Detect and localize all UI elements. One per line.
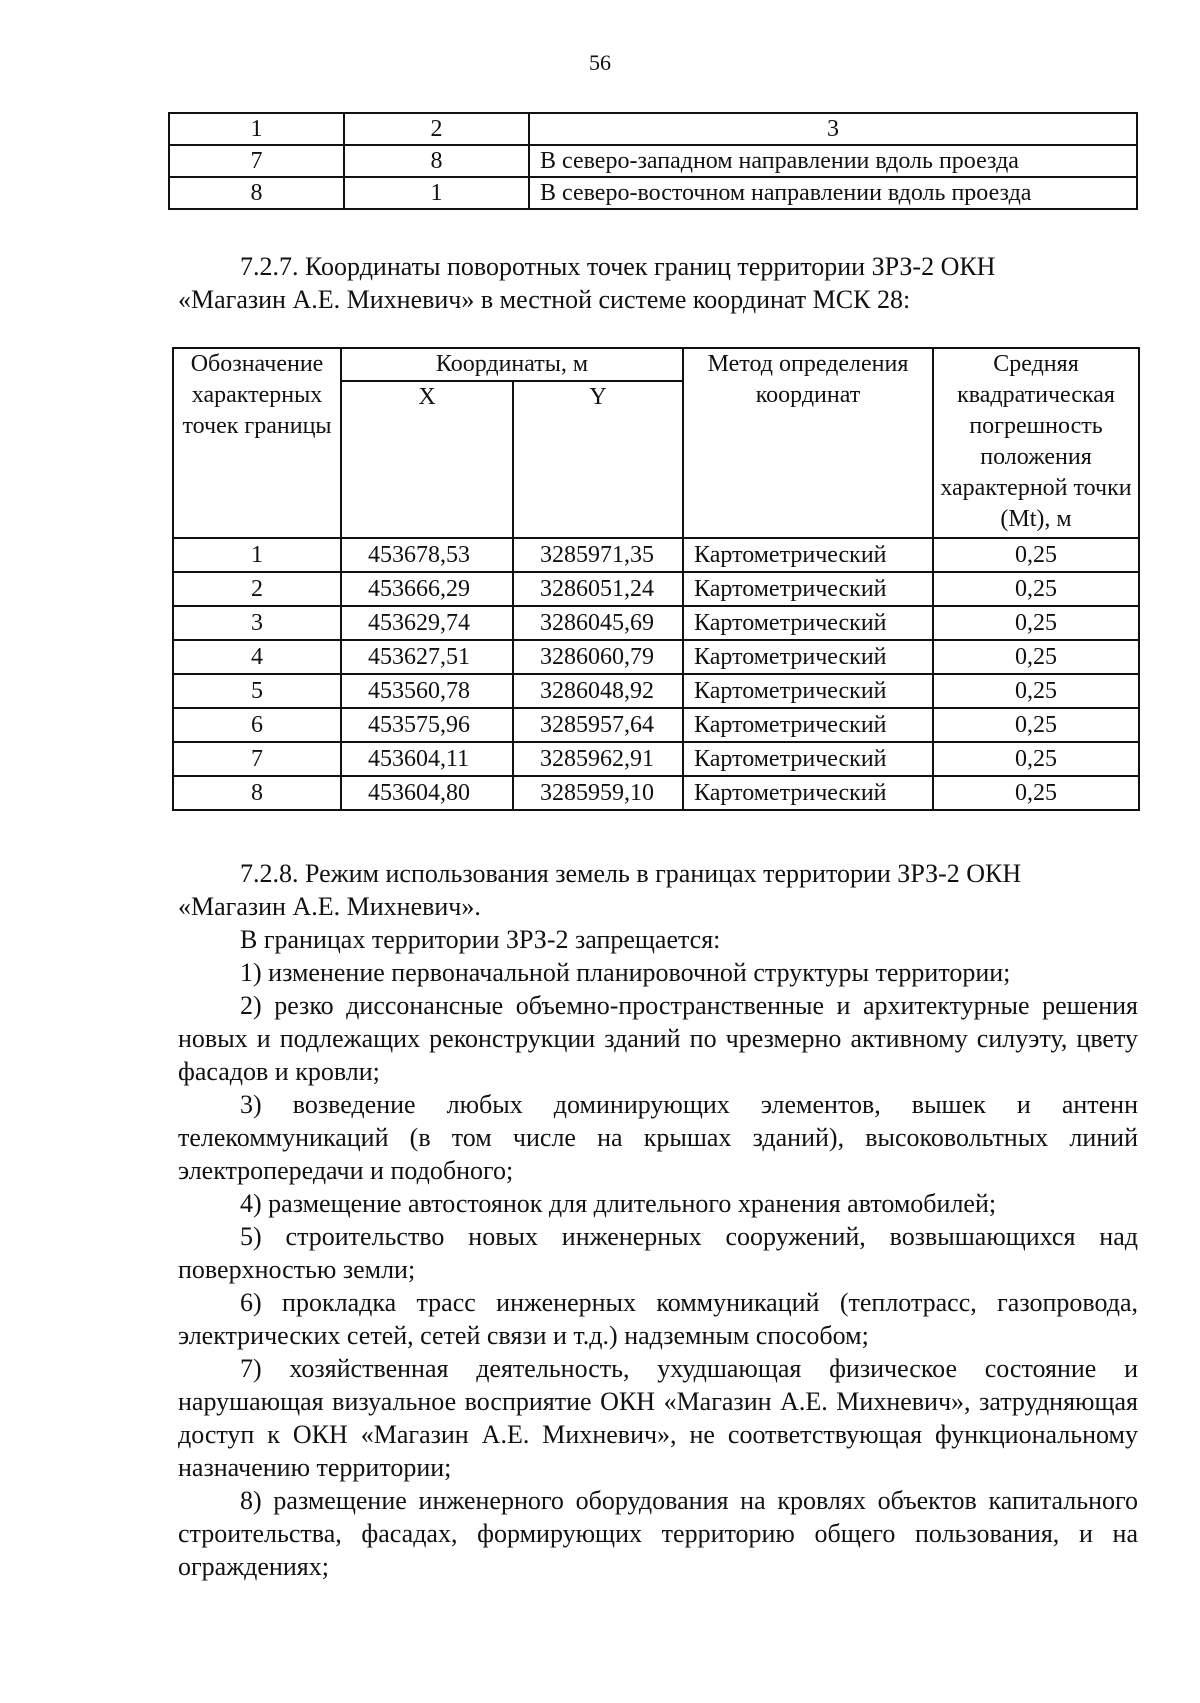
error-cell: 0,25 [933, 708, 1139, 742]
header-cell: 3 [529, 113, 1137, 145]
section-heading-line: 7.2.7. Координаты поворотных точек границ территории ЗРЗ-2 ОКН [240, 252, 996, 281]
method-cell: Картометрический [683, 776, 933, 810]
page-number: 56 [589, 50, 611, 75]
x-cell: 453575,96 [341, 708, 513, 742]
y-cell: 3285971,35 [513, 538, 683, 572]
method-cell: Картометрический [683, 606, 933, 640]
table-row [169, 145, 1137, 177]
method-cell: Картометрический [683, 674, 933, 708]
list-item: 7) хозяйственная деятельность, ухудшающая физическое состояние и нарушающая визуальное восприятие ОКН «Магазин А.Е. Михневич», затрудняющая доступ к ОКН «Магазин А.Е. Михневич», не соответствующая функциональному назначению территории; [178, 1354, 1138, 1482]
error-cell: 0,25 [933, 776, 1139, 810]
method-cell: Картометрический [683, 742, 933, 776]
table-cell: 7 [169, 145, 344, 177]
method-cell: Картометрический [683, 708, 933, 742]
point-number-cell: 7 [173, 742, 341, 776]
y-cell: 3286048,92 [513, 674, 683, 708]
x-cell: 453678,53 [341, 538, 513, 572]
continuation-table [168, 112, 1138, 210]
point-number-cell: 6 [173, 708, 341, 742]
table-cell: В северо-западном направлении вдоль проезда [529, 145, 1137, 177]
section-heading-line: «Магазин А.Е. Михневич». [178, 892, 481, 921]
y-cell: 3286051,24 [513, 572, 683, 606]
x-cell: 453627,51 [341, 640, 513, 674]
list-item: 8) размещение инженерного оборудования на кровлях объектов капитального строительства, фасадах, формирующих территорию общего пользования, и на ограждениях; [178, 1486, 1138, 1581]
y-cell: 3286060,79 [513, 640, 683, 674]
coordinates-table [172, 347, 1140, 811]
section-heading-line: «Магазин А.Е. Михневич» в местной системе координат МСК 28: [178, 285, 911, 314]
header-method: Метод определения координат [683, 348, 933, 538]
header-cell: 1 [169, 113, 344, 145]
point-number-cell: 5 [173, 674, 341, 708]
y-cell: 3285962,91 [513, 742, 683, 776]
y-cell: 3285957,64 [513, 708, 683, 742]
point-number-cell: 3 [173, 606, 341, 640]
list-item: 2) резко диссонансные объемно-пространственные и архитектурные решения новых и подлежащих реконструкции зданий по чрезмерно активному силуэту, цвету фасадов и кровли; [178, 991, 1138, 1086]
error-cell: 0,25 [933, 538, 1139, 572]
table-row [173, 708, 1139, 742]
header-y: Y [513, 381, 683, 538]
y-cell: 3286045,69 [513, 606, 683, 640]
error-cell: 0,25 [933, 742, 1139, 776]
error-cell: 0,25 [933, 674, 1139, 708]
y-cell: 3285959,10 [513, 776, 683, 810]
list-item: 4) размещение автостоянок для длительного хранения автомобилей; [240, 1189, 997, 1218]
x-cell: 453629,74 [341, 606, 513, 640]
table-row [173, 640, 1139, 674]
section-7-2-7 [178, 250, 1138, 316]
header-point-designation: Обозначение характерных точек границы [173, 348, 341, 538]
table-row [173, 674, 1139, 708]
coordinates-table-body [173, 538, 1139, 810]
x-cell: 453604,11 [341, 742, 513, 776]
table-row [169, 177, 1137, 209]
table-header-row [173, 348, 1139, 381]
error-cell: 0,25 [933, 640, 1139, 674]
method-cell: Картометрический [683, 572, 933, 606]
x-cell: 453604,80 [341, 776, 513, 810]
point-number-cell: 2 [173, 572, 341, 606]
list-item: 5) строительство новых инженерных сооружений, возвышающихся над поверхностью земли; [178, 1222, 1138, 1284]
section-heading-line: 7.2.8. Режим использования земель в границах территории ЗРЗ-2 ОКН [240, 859, 1022, 888]
table-row [173, 538, 1139, 572]
table-row [173, 742, 1139, 776]
table-header-row [169, 113, 1137, 145]
point-number-cell: 1 [173, 538, 341, 572]
table-row [173, 776, 1139, 810]
point-number-cell: 8 [173, 776, 341, 810]
point-number-cell: 4 [173, 640, 341, 674]
table-row [173, 572, 1139, 606]
table-cell: 8 [344, 145, 529, 177]
section-7-2-8 [178, 857, 1138, 1583]
method-cell: Картометрический [683, 640, 933, 674]
method-cell: Картометрический [683, 538, 933, 572]
table-cell: 8 [169, 177, 344, 209]
section-intro: В границах территории ЗРЗ-2 запрещается: [240, 925, 721, 954]
x-cell: 453560,78 [341, 674, 513, 708]
table-cell: 1 [344, 177, 529, 209]
list-item: 6) прокладка трасс инженерных коммуникаций (теплотрасс, газопровода, электрических сетей, сетей связи и т.д.) надземным способом; [178, 1288, 1138, 1350]
list-item: 3) возведение любых доминирующих элементов, вышек и антенн телекоммуникаций (в том числе на крышах зданий), высоковольтных линий электропередачи и подобного; [178, 1090, 1138, 1185]
header-coordinates: Координаты, м [341, 348, 683, 381]
header-cell: 2 [344, 113, 529, 145]
error-cell: 0,25 [933, 572, 1139, 606]
error-cell: 0,25 [933, 606, 1139, 640]
table-row [173, 606, 1139, 640]
header-x: X [341, 381, 513, 538]
list-item: 1) изменение первоначальной планировочной структуры территории; [240, 958, 1011, 987]
header-mean-error: Средняя квадратическая погрешность положения характерной точки (Mt), м [933, 348, 1139, 538]
x-cell: 453666,29 [341, 572, 513, 606]
table-cell: В северо-восточном направлении вдоль проезда [529, 177, 1137, 209]
